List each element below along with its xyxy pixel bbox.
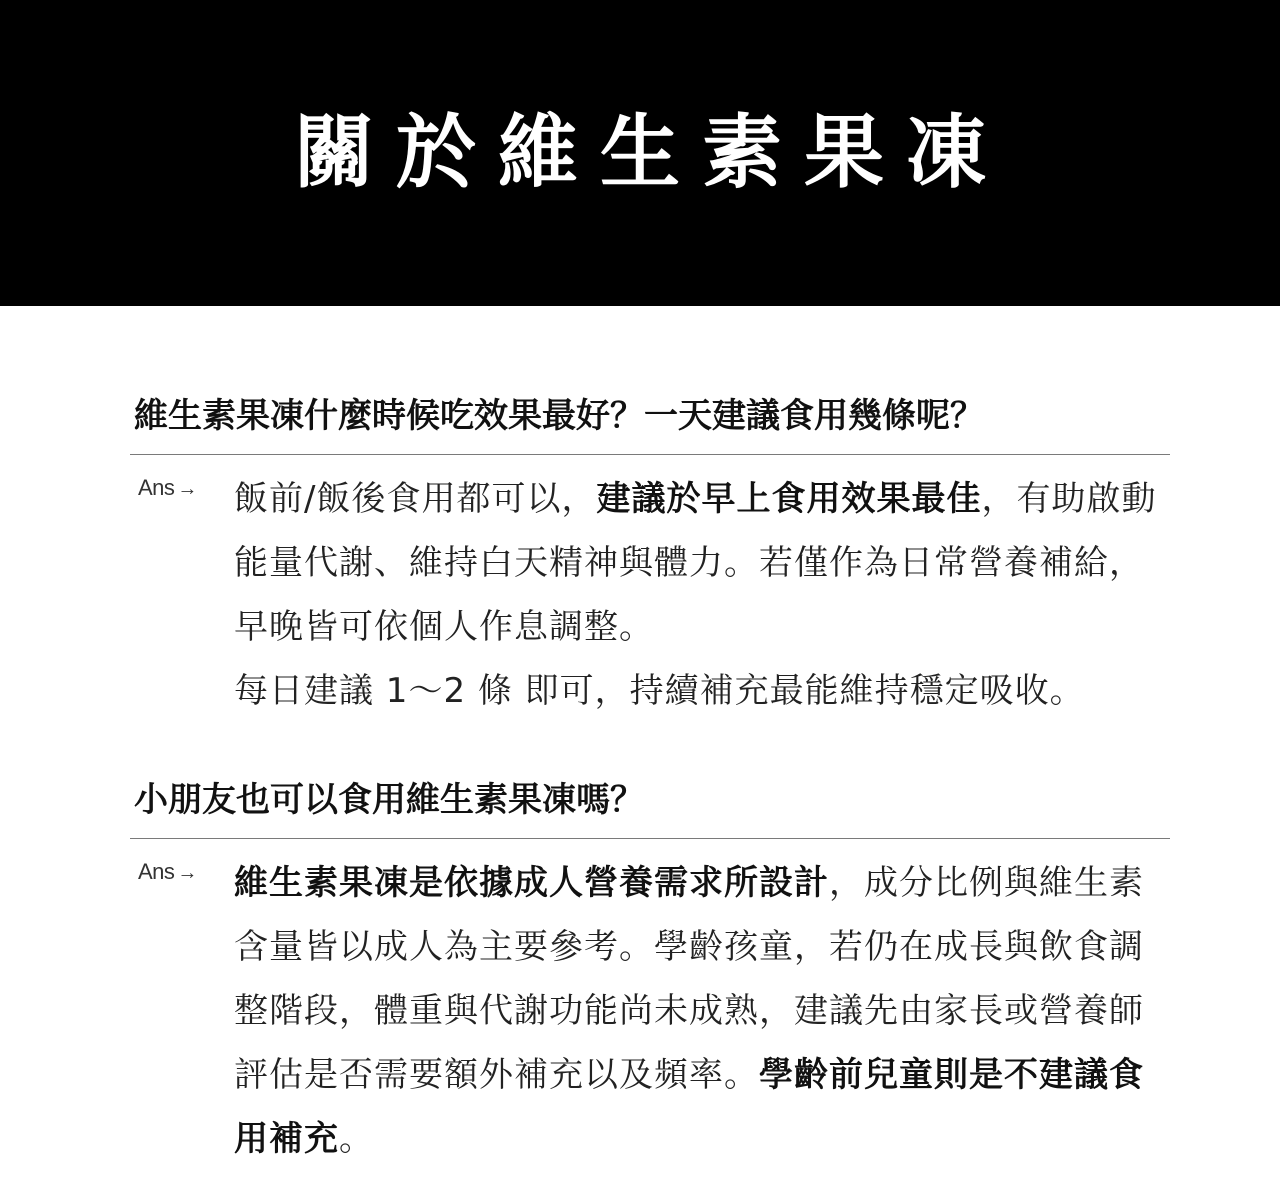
faq-answer	[130, 851, 1170, 1171]
answer-highlight: 維生素果凍是依據成人營養需求所設計	[234, 863, 829, 903]
answer-text: 飯前/飯後食用都可以，	[234, 479, 597, 519]
answer-body	[234, 467, 1164, 723]
ans-label-text: Ans	[138, 859, 175, 884]
ans-label	[138, 475, 197, 501]
answer-highlight: 建議於早上食用效果最佳	[596, 479, 982, 519]
answer-text: 。	[339, 1119, 374, 1159]
arrow-right-icon: →	[177, 862, 197, 884]
faq-item	[130, 392, 1170, 723]
answer-text: ，有助啟動能量代謝、維持白天精神與體力。若僅作為日常營養補給，早晚皆可依個人作息調整。	[234, 479, 1157, 647]
arrow-right-icon: →	[177, 478, 197, 500]
answer-paragraph	[234, 467, 1164, 659]
header-banner	[0, 0, 1280, 306]
faq-item	[130, 776, 1170, 1171]
answer-paragraph	[234, 851, 1164, 1171]
divider	[130, 454, 1170, 455]
faq-answer	[130, 467, 1170, 723]
ans-label	[138, 859, 197, 885]
page-title: 關於維生素果凍	[294, 106, 1008, 199]
answer-highlight: 學齡前兒童則是不建議食用補充	[234, 1055, 1144, 1159]
answer-body	[234, 851, 1164, 1171]
answer-paragraph: 每日建議 1～2 條 即可，持續補充最能維持穩定吸收。	[234, 671, 1085, 711]
divider	[130, 838, 1170, 839]
faq-question: 小朋友也可以食用維生素果凍嗎？	[134, 780, 644, 820]
ans-label-text: Ans	[138, 475, 175, 500]
answer-text: ，成分比例與維生素含量皆以成人為主要參考。學齡孩童，若仍在成長與飲食調整階段，體重與代謝功能尚未成熟，建議先由家長或營養師評估是否需要額外補充以及頻率。	[234, 863, 1144, 1095]
faq-question: 維生素果凍什麼時候吃效果最好？一天建議食用幾條呢？	[134, 396, 984, 436]
